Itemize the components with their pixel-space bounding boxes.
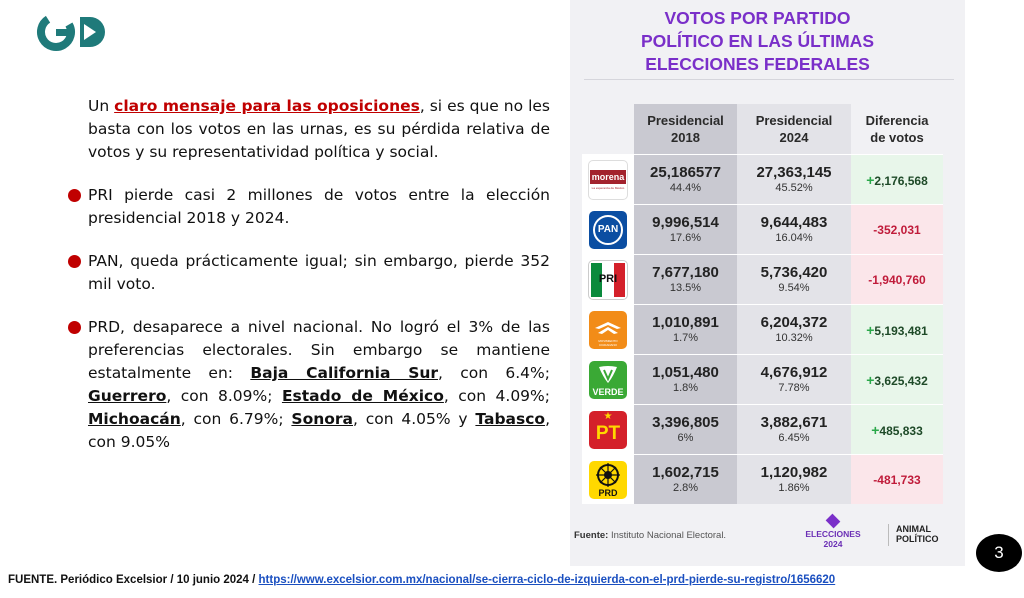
party-logo-cell <box>582 154 634 204</box>
sign: + <box>866 171 875 188</box>
vote-count: 3,396,805 <box>652 413 719 431</box>
sign: - <box>873 472 878 487</box>
vote-count: 4,676,912 <box>760 363 828 381</box>
header-text: Presidencial <box>755 113 833 128</box>
elecciones-text: ELECCIONES <box>805 529 861 539</box>
pt-logo-icon <box>589 411 627 449</box>
intro-pre: Un <box>88 97 115 115</box>
animal-politico-logo <box>896 524 939 544</box>
divider <box>584 79 954 80</box>
vote-count: 25,186577 <box>650 163 721 181</box>
party-logo-cell <box>582 204 634 254</box>
header-2018 <box>634 104 737 154</box>
votes-2024 <box>737 404 851 454</box>
votes-2018 <box>634 254 737 304</box>
page-number-badge: 3 <box>976 534 1022 572</box>
vote-count: 5,736,420 <box>760 263 828 281</box>
vote-pct: 17.6% <box>669 231 702 244</box>
title-line: VOTOS POR PARTIDO <box>664 8 851 28</box>
prd-logo-icon <box>589 461 627 499</box>
vote-count: 6,204,372 <box>760 313 828 331</box>
vote-pct: 6% <box>677 431 694 444</box>
sign: + <box>866 321 875 338</box>
table-row <box>582 354 943 404</box>
vote-pct: 2.8% <box>672 481 699 494</box>
header-text: 2024 <box>779 130 809 145</box>
bullet-pan <box>88 250 550 296</box>
mc-logo-text: MOVIMIENTO CIUDADANO <box>598 338 618 347</box>
vote-difference <box>851 304 943 354</box>
table-row <box>582 404 943 454</box>
votes-2024 <box>737 354 851 404</box>
state-pct: , con 4.09%; <box>443 387 550 405</box>
sign: - <box>873 222 878 237</box>
vote-pct: 1.8% <box>672 381 699 394</box>
votes-2024 <box>737 454 851 504</box>
vote-pct: 45.52% <box>775 181 813 194</box>
votes-2024 <box>737 304 851 354</box>
mc-logo-icon <box>589 311 627 349</box>
diff-value: 1,940,760 <box>872 272 926 287</box>
pt-logo-text: PT <box>595 422 621 444</box>
votes-table <box>582 104 943 504</box>
vote-count: 27,363,145 <box>756 163 832 181</box>
footer-source <box>8 574 835 586</box>
table-row <box>582 204 943 254</box>
table-row <box>582 304 943 354</box>
table-header <box>582 104 943 154</box>
table-row <box>582 154 943 204</box>
state-name: Estado de México <box>281 387 444 405</box>
party-logo-cell <box>582 254 634 304</box>
politico-text: POLÍTICO <box>896 534 939 544</box>
vote-difference <box>851 404 943 454</box>
morena-logo-text: morena <box>591 171 625 182</box>
votes-2018 <box>634 454 737 504</box>
diff-value: 5,193,481 <box>874 323 928 338</box>
diff-value: 2,176,568 <box>874 173 928 188</box>
infographic-source <box>574 530 726 541</box>
vote-count: 1,010,891 <box>652 313 719 331</box>
sign: - <box>868 272 873 287</box>
bullet-pri-text: PRI pierde casi 2 millones de votos entre la elección presidencial 2018 y 2024. <box>88 186 550 227</box>
vote-pct: 1.86% <box>778 481 810 494</box>
infographic-title <box>570 7 945 76</box>
pan-logo-icon <box>589 211 627 249</box>
verde-logo-text: VERDE <box>592 386 624 397</box>
title-line: ELECCIONES FEDERALES <box>645 54 870 74</box>
sign: + <box>871 421 880 438</box>
state-name: Tabasco <box>475 410 546 428</box>
party-logo-cell <box>582 454 634 504</box>
table-row <box>582 454 943 504</box>
sign: + <box>866 371 875 388</box>
bullet-prd <box>88 316 550 454</box>
state-name: Michoacán <box>88 410 181 428</box>
diff-value: 485,833 <box>879 423 923 438</box>
votes-infographic <box>570 0 965 566</box>
state-pct: , con 9.05% <box>88 410 550 451</box>
footer-label: FUENTE. Periódico Excelsior / 10 junio 2024 / <box>8 574 259 586</box>
state-pct: , con 6.79%; <box>180 410 292 428</box>
vote-pct: 7.78% <box>778 381 810 394</box>
vote-pct: 6.45% <box>778 431 810 444</box>
highlight-text: claro mensaje para las oposiciones <box>114 97 420 115</box>
vote-pct: 16.04% <box>775 231 813 244</box>
votes-2018 <box>634 204 737 254</box>
vote-difference <box>851 154 943 204</box>
vote-pct: 1.7% <box>672 331 699 344</box>
verde-logo-icon <box>589 361 627 399</box>
state-name: Sonora <box>291 410 354 428</box>
vote-count: 1,051,480 <box>652 363 719 381</box>
state-pct: , con 8.09%; <box>166 387 282 405</box>
votes-2024 <box>737 254 851 304</box>
vote-count: 1,120,982 <box>760 463 828 481</box>
party-logo-cell <box>582 304 634 354</box>
ballot-box-icon <box>826 514 841 529</box>
star-icon: ★ <box>603 410 613 422</box>
vote-pct: 44.4% <box>669 181 702 194</box>
header-text: de votos <box>870 130 924 145</box>
diff-value: 481,733 <box>877 472 921 487</box>
bullet-prd-lead: PRD, desaparece a nivel nacional. No logró el 3% de las preferencias electorales. Sin embargo se mantiene estatalmente en: <box>88 318 550 382</box>
bullet-dot-icon <box>68 321 81 334</box>
vote-count: 9,996,514 <box>652 213 719 231</box>
header-text: Diferencia <box>865 113 929 128</box>
vote-difference <box>851 204 943 254</box>
vote-count: 1,602,715 <box>652 463 719 481</box>
votes-2018 <box>634 304 737 354</box>
morena-logo-icon <box>588 160 628 200</box>
header-text: 2018 <box>671 130 700 145</box>
header-diff <box>851 104 943 154</box>
source-value: Instituto Nacional Electoral. <box>608 530 727 541</box>
state-name: Guerrero <box>88 387 167 405</box>
table-row <box>582 254 943 304</box>
gd-logo <box>36 10 116 54</box>
vote-count: 3,882,671 <box>760 413 828 431</box>
party-logo-cell <box>582 354 634 404</box>
pri-logo-icon <box>588 260 628 300</box>
state-pct: , con 4.05% y <box>353 410 476 428</box>
votes-2018 <box>634 354 737 404</box>
bullet-dot-icon <box>68 189 81 202</box>
header-logo <box>582 104 634 154</box>
votes-2024 <box>737 154 851 204</box>
source-label: Fuente: <box>574 530 609 541</box>
prd-logo-text: PRD <box>598 487 618 498</box>
intro-post: , si es que no les basta con los votos en las urnas, es su pérdida relativa de votos y su representatividad política y social. <box>88 97 550 161</box>
votes-2018 <box>634 154 737 204</box>
bullet-pan-text: PAN, queda prácticamente igual; sin embargo, pierde 352 mil voto. <box>88 252 550 293</box>
source-link[interactable]: https://www.excelsior.com.mx/nacional/se-cierra-ciclo-de-izquierda-con-el-prd-pierde-su-registro/1656620 <box>258 574 836 586</box>
votes-2024 <box>737 204 851 254</box>
vote-count: 9,644,483 <box>760 213 828 231</box>
pri-logo-text: PRI <box>598 272 618 285</box>
bullet-pri <box>88 184 550 230</box>
state-name: Baja California Sur <box>250 364 439 382</box>
party-logo-cell <box>582 404 634 454</box>
diff-value: 352,031 <box>877 222 921 237</box>
votes-2018 <box>634 404 737 454</box>
bullet-dot-icon <box>68 255 81 268</box>
vote-pct: 9.54% <box>778 281 810 294</box>
vote-difference <box>851 454 943 504</box>
morena-logo-subtext: La esperanza de México <box>591 185 625 190</box>
diff-value: 3,625,432 <box>874 373 928 388</box>
animal-text: ANIMAL <box>896 524 931 534</box>
vote-pct: 13.5% <box>669 281 702 294</box>
pan-logo-text: PAN <box>593 215 623 245</box>
elecciones-2024-logo <box>798 515 868 549</box>
vote-difference <box>851 254 943 304</box>
vote-difference <box>851 354 943 404</box>
vote-count: 7,677,180 <box>652 263 719 281</box>
intro-paragraph <box>88 95 550 164</box>
header-text: Presidencial <box>647 113 724 128</box>
title-line: POLÍTICO EN LAS ÚLTIMAS <box>640 31 874 51</box>
divider <box>888 524 889 546</box>
elecciones-year: 2024 <box>823 539 843 549</box>
state-pct: , con 6.4%; <box>438 364 550 382</box>
body-text <box>88 95 550 474</box>
vote-pct: 10.32% <box>775 331 813 344</box>
header-2024 <box>737 104 851 154</box>
